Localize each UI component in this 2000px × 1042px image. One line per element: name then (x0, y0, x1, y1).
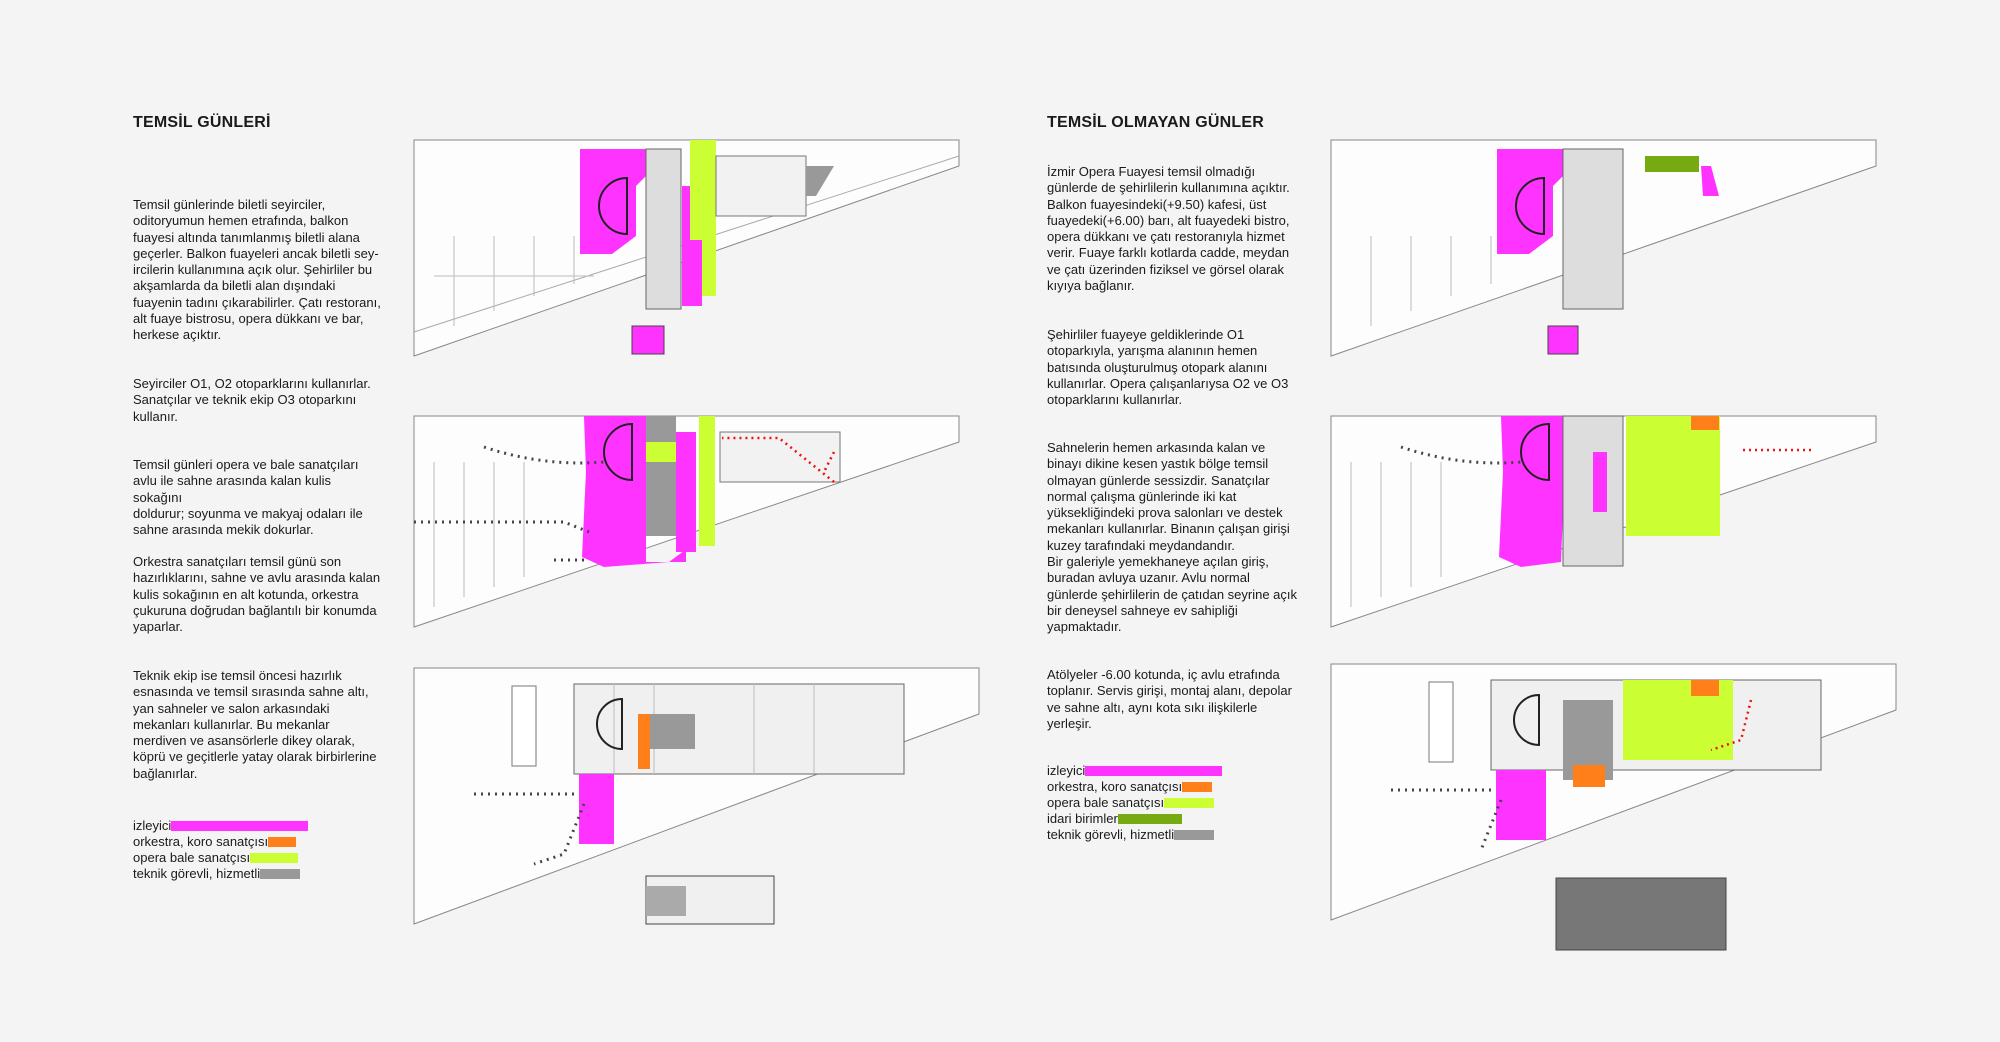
left-plan-middle (414, 412, 964, 636)
orange-block (1691, 416, 1719, 430)
lime-zone (690, 140, 716, 240)
magenta-zone (579, 774, 614, 844)
right-paragraph-1: İzmir Opera Fuayesi temsil olmadığı günlerde de şehirlilerin kullanımına açıktır. Balkon fuayesindeki(+9.50) kafesi, üst fuayedeki(+6.00) barı, alt fuayedeki bistro, opera dükkanı ve çatı restoranıyla hizmet verir. Fuaye farklı kotlarda cadde, meydan ve çatı üzerinden fiziksel ve görsel olarak kıyıya bağlanır. (1047, 164, 1290, 294)
gray-block (650, 714, 695, 749)
right-title: TEMSİL OLMAYAN GÜNLER (1047, 114, 1264, 131)
legend-swatch (1164, 798, 1214, 808)
lime-zone (646, 442, 676, 462)
parking-ramp (1429, 682, 1453, 762)
gray-block (1563, 149, 1623, 309)
orange-zone (638, 714, 650, 769)
right-legend (1047, 763, 1222, 843)
lime-strip (702, 236, 716, 296)
legend-swatch (1182, 782, 1212, 792)
legend-swatch (250, 853, 298, 863)
legend-item (1047, 827, 1222, 843)
legend-item (1047, 795, 1222, 811)
building-block (716, 156, 806, 216)
legend-swatch (1118, 814, 1182, 824)
building-block (720, 432, 840, 482)
right-plan-middle (1331, 412, 1881, 636)
legend-label: orkestra, koro sanatçısı (133, 834, 269, 849)
right-paragraph-2: Şehirliler fuayeye geldiklerinde O1 otoparkıyla, yarışma alanının hemen batısında oluşturulmuş otopark alanını kullanırlar. Opera çalışanlarıysa O2 ve O3 otoparklarını kullanırlar. (1047, 327, 1289, 408)
legend-label: idari birimler (1047, 811, 1118, 826)
magenta-strip (1593, 452, 1607, 512)
legend-item (133, 850, 308, 866)
legend-label: teknik görevli, hizmetli (1047, 827, 1175, 842)
left-plan-top (414, 136, 964, 360)
legend-swatch (268, 837, 296, 847)
legend-label: opera bale sanatçısı (1047, 795, 1165, 810)
lower-plan-block (1556, 878, 1726, 950)
legend-label: orkestra, koro sanatçısı (1047, 779, 1183, 794)
legend-item (1047, 763, 1222, 779)
right-plan-top (1331, 136, 1881, 360)
magenta-zone (1496, 770, 1546, 840)
left-legend (133, 818, 308, 882)
lime-strip (699, 416, 715, 546)
left-paragraph-3: Temsil günleri opera ve bale sanatçıları avlu ile sahne arasında kalan kulis sokağını doldurur; soyunma ve makyaj odaları ile sahne arasında mekik dokurlar. (133, 457, 363, 538)
legend-swatch (171, 821, 308, 831)
legend-swatch (260, 869, 300, 879)
orange-square (1573, 765, 1605, 787)
left-title: TEMSİL GÜNLERİ (133, 114, 271, 131)
lime-zone (1626, 416, 1720, 536)
gray-block (646, 149, 681, 309)
magenta-zone (1499, 416, 1563, 567)
legend-swatch (1174, 830, 1214, 840)
left-paragraph-1: Temsil günlerinde biletli seyirciler, oditoryumun hemen etrafında, balkon fuayesi altında tanımlanmış biletli alana geçerler. Balkon fuayeleri ancak biletli sey- ircilerin kullanımına açık olur. Şehirliler bu akşamlarda da biletli alan dışındaki fuayenin tadını çıkarabilirler. Çatı restoranı, alt fuaye bistrosu, opera dükkanı ve bar, herkese açıktır. (133, 197, 381, 343)
legend-item (133, 834, 308, 850)
left-paragraph-5: Teknik ekip ise temsil öncesi hazırlık esnasında ve temsil sırasında sahne altı, yan sahneler ve salon arkasındaki mekanları kullanırlar. Bu mekanlar merdiven ve asansörlerle dikey olarak, köprü ve geçitlerle yatay olarak birbirlerine bağlanırlar. (133, 668, 377, 781)
legend-label: izleyici (1047, 763, 1086, 778)
basement-block (574, 684, 904, 774)
legend-label: opera bale sanatçısı (133, 850, 251, 865)
left-paragraph-2: Seyirciler O1, O2 otoparklarını kullanırlar. Sanatçılar ve teknik ekip O3 otoparkını kullanır. (133, 376, 371, 424)
legend-item (133, 866, 308, 882)
left-plan-bottom (414, 664, 984, 924)
legend-item (1047, 811, 1222, 827)
parking-ramp (512, 686, 536, 766)
right-plan-bottom (1331, 660, 1901, 970)
orange-block (1691, 680, 1719, 696)
legend-label: teknik görevli, hizmetli (133, 866, 261, 881)
legend-label: izleyici (133, 818, 172, 833)
legend-item (133, 818, 308, 834)
lower-plan-gray (646, 886, 686, 916)
right-paragraph-3: Sahnelerin hemen arkasında kalan ve binayı dikine kesen yastık bölge temsil olmayan günlerde sessizdir. Sanatçılar normal çalışma günlerinde iki kat yüksekliğindeki prova salonları ve destek mekanları kullanırlar. Binanın çalışan girişi kuzey tarafındaki meydandandır. Bir galeriyle yemekhaneye açılan giriş, buradan avluya uzanır. Avlu normal günlerde şehirlilerin de çatıdan seyrine açık bir deneysel sahneye ev sahipliği yapmaktadır. (1047, 440, 1298, 635)
magenta-pavilion (1548, 326, 1578, 354)
gray-block (646, 416, 676, 536)
left-paragraph-4: Orkestra sanatçıları temsil günü son hazırlıklarını, sahne ve avlu arasında kalan kulis sokağının en alt kotunda, orkestra çukuruna doğrudan bağlantılı bir konumda yaparlar. (133, 554, 381, 635)
magenta-pavilion (632, 326, 664, 354)
olive-strip (1645, 156, 1699, 172)
magenta-block (676, 432, 696, 552)
right-paragraph-4: Atölyeler -6.00 kotunda, iç avlu etrafında toplanır. Servis girişi, montaj alanı, depolar ve sahne altı, aynı kota sıkı ilişkilerle yerleşir. (1047, 667, 1292, 731)
legend-item (1047, 779, 1222, 795)
legend-swatch (1085, 766, 1222, 776)
